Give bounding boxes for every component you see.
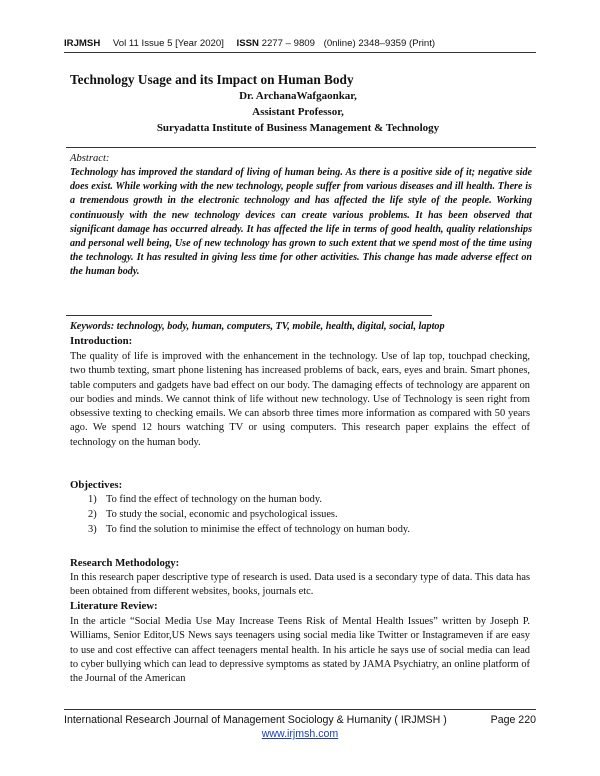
objectives-heading: Objectives: [70, 479, 123, 491]
footer-rule [64, 709, 536, 710]
journal-url-link[interactable]: www.irjmsh.com [261, 728, 339, 740]
author-institute: Suryadatta Institute of Business Management & Technology [156, 122, 440, 134]
abstract-bottom-rule [66, 315, 432, 316]
literature-heading: Literature Review: [70, 600, 158, 612]
abstract-top-rule [66, 147, 536, 148]
header-journal: IRJMSH [64, 38, 101, 49]
author-position: Assistant Professor, [252, 106, 344, 118]
header-issn-print: (0nline) 2348–9359 (Print) [323, 38, 436, 49]
objective-item: 2) To study the social, economic and psychological issues. [88, 509, 338, 520]
page-number: Page 220 [490, 714, 536, 726]
footer-journal-name: International Research Journal of Management Sociology & Humanity ( IRJMSH ) [64, 714, 447, 726]
keywords: Keywords: technology, body, human, computers, TV, mobile, health, digital, social, laptop [70, 321, 445, 332]
methodology-heading: Research Methodology: [70, 557, 180, 569]
header-issn-label: ISSN [236, 38, 259, 49]
header-rule [64, 52, 536, 53]
running-header [64, 38, 544, 49]
page-footer [64, 714, 536, 726]
author-name: Dr. ArchanaWafgaonkar, [239, 90, 357, 102]
objective-item: 3) To find the solution to minimise the effect of technology on human body. [88, 524, 411, 535]
header-issn-value: 2277 – 9809 [261, 38, 315, 49]
literature-text: In the article “Social Media Use May Increase Teens Risk of Mental Health Issues” written by Joseph P. Williams, Senior Editor,US News says teenagers using social media like Twitter or Instagrameven if are easy to use and cost effective can affect teenagers mental health. In his article he says use of social media can lead to cyber bullying which can lead to depressive symptoms as stated by JAMA Psychiatry, an online platform of the Journal of the American [70, 616, 530, 685]
introduction-heading: Introduction: [70, 335, 133, 347]
header-volume: Vol 11 Issue 5 [Year 2020] [112, 38, 224, 49]
methodology-text: In this research paper descriptive type of research is used. Data used is a secondary type of data. This data has been obtained from different websites, books, journals etc. [70, 572, 530, 598]
paper-title: Technology Usage and its Impact on Human Body [70, 72, 354, 87]
introduction-text: The quality of life is improved with the enhancement in the technology. Use of lap top, touchpad checking, two thumb texting, smart phone listening has increased problems of back, ears, eyes and brain. Smart phones, table computers and gadgets have bad effect on our body. The damaging effects of technology are apparent on our bodies and minds. We cannot think of life without new technology. Use of Technology is seen right from obsessive texting to checking emails. We can absorb three times more information as compared with 50 years ago. We spend 12 hours watching TV or using computers. This research paper explains the effect of technology on the human body. [70, 351, 530, 448]
abstract-heading: Abstract: [70, 153, 110, 164]
objective-item: 1) To find the effect of technology on the human body. [88, 494, 322, 505]
abstract-text: Technology has improved the standard of living of human being. As there is a positive side of it; negative side does exist. While working with the new technology, people suffer from various diseases and ill health. There is a tremendous growth in the electronic technology and has affected the life style of the people. Working continuously with the new technology devices can create various problems. It has been observed that significant damage has occurred already. It has affected the life in terms of good health, quality relationships and personal well being, Use of new technology has grown to such extent that we spend most of the time using the technology. It has resulted in giving less time for other activities. This change has made adverse effect on the human body. [70, 167, 532, 278]
